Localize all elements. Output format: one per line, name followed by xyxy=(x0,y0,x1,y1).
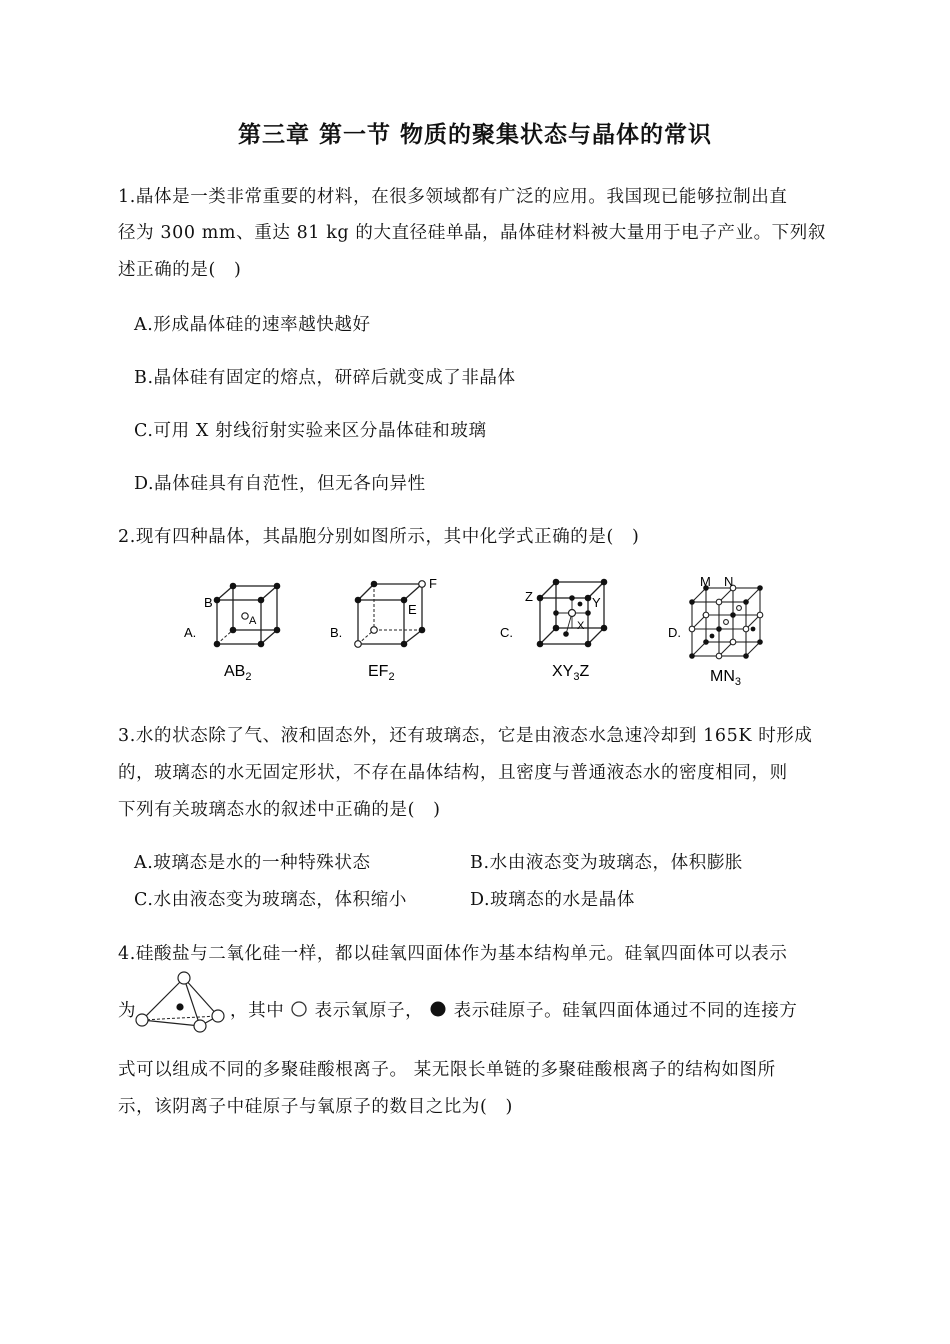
q4-stem-line-4: 示，该阴离子中硅原子与氧原子的数目之比为( ) xyxy=(118,1097,513,1117)
figure-b-option-label: B. xyxy=(330,625,343,640)
figure-a-formula: $AB_2$ xyxy=(224,663,252,683)
figure-c-option-label: C. xyxy=(500,625,513,640)
q1-option-d[interactable]: D.晶体硅具有自范性，但无各向异性 xyxy=(134,474,426,494)
figure-d-option-label: D. xyxy=(668,625,681,640)
q4-line2-prefix: 为 xyxy=(118,1001,137,1021)
figure-a-option-label: A. xyxy=(184,625,197,640)
q4-stem-line-1: 4.硅酸盐与二氧化硅一样，都以硅氧四面体作为基本结构单元。硅氧四面体可以表示 xyxy=(118,944,788,964)
figure-d-label-n: N xyxy=(724,574,734,589)
q3-option-d[interactable]: D.玻璃态的水是晶体 xyxy=(470,890,635,910)
crystal-cell-figure-c[interactable] xyxy=(500,576,630,686)
q4-stem-line-3: 式可以组成不同的多聚硅酸根离子。 某无限长单链的多聚硅酸根离子的结构如图所 xyxy=(118,1060,776,1080)
crystal-cell-figure-b[interactable] xyxy=(330,576,450,686)
q1-option-c[interactable]: C.可用 X 射线衍射实验来区分晶体硅和玻璃 xyxy=(134,421,487,441)
oxygen-atom-icon xyxy=(290,1000,308,1023)
q1-option-b[interactable]: B.晶体硅有固定的熔点，研碎后就变成了非晶体 xyxy=(134,368,516,388)
crystal-cell-figure-d[interactable] xyxy=(668,574,778,690)
page-title: 第三章 第一节 物质的聚集状态与晶体的常识 xyxy=(237,121,712,148)
q3-option-c[interactable]: C.水由液态变为玻璃态，体积缩小 xyxy=(134,890,407,910)
q3-option-a[interactable]: A.玻璃态是水的一种特殊状态 xyxy=(134,853,371,873)
q1-stem-line-3: 述正确的是( ) xyxy=(118,260,242,280)
figure-b-formula: $EF_2$ xyxy=(368,663,395,683)
silicon-oxygen-tetrahedron-figure xyxy=(134,970,226,1030)
figure-d-formula: $MN_3$ xyxy=(710,668,742,688)
figure-c-label-z: Z xyxy=(525,589,533,604)
figure-a-label-b: B xyxy=(204,595,213,610)
figure-b-label-e: E xyxy=(408,602,417,617)
q1-option-a[interactable]: A.形成晶体硅的速率越快越好 xyxy=(134,315,371,335)
figure-c-label-y: Y xyxy=(592,595,601,610)
figure-d-label-m: M xyxy=(700,574,711,589)
q3-stem-line-2: 的，玻璃态的水无固定形状，不存在晶体结构，且密度与普通液态水的密度相同，则 xyxy=(118,763,788,783)
figure-b-label-f: F xyxy=(429,576,437,591)
crystal-cell-figure-a[interactable] xyxy=(180,580,300,685)
q2-stem: 2.现有四种晶体，其晶胞分别如图所示，其中化学式正确的是( ) xyxy=(118,527,640,547)
silicon-atom-icon xyxy=(429,1000,447,1023)
q1-stem-line-1: 1.晶体是一类非常重要的材料，在很多领域都有广泛的应用。我国现已能够拉制出直 xyxy=(118,187,788,207)
q4-stem-line-2-rest: ，其中 表示氧原子， 表示硅原子。硅氧四面体通过不同的连接方 xyxy=(230,1001,798,1021)
q1-stem-line-2: 径为 300 mm、重达 81 kg 的大直径硅单晶，晶体硅材料被大量用于电子产业。下列叙 xyxy=(118,223,826,243)
figure-c-label-x: X xyxy=(577,620,585,632)
q3-stem-line-1: 3.水的状态除了气、液和固态外，还有玻璃态，它是由液态水急速冷却到 165K 时形成 xyxy=(118,726,813,746)
q3-stem-line-3: 下列有关玻璃态水的叙述中正确的是( ) xyxy=(118,800,441,820)
q3-option-b[interactable]: B.水由液态变为玻璃态，体积膨胀 xyxy=(470,853,744,873)
figure-a-label-a: A xyxy=(249,615,257,627)
figure-c-formula: $XY_3Z$ xyxy=(552,663,590,683)
